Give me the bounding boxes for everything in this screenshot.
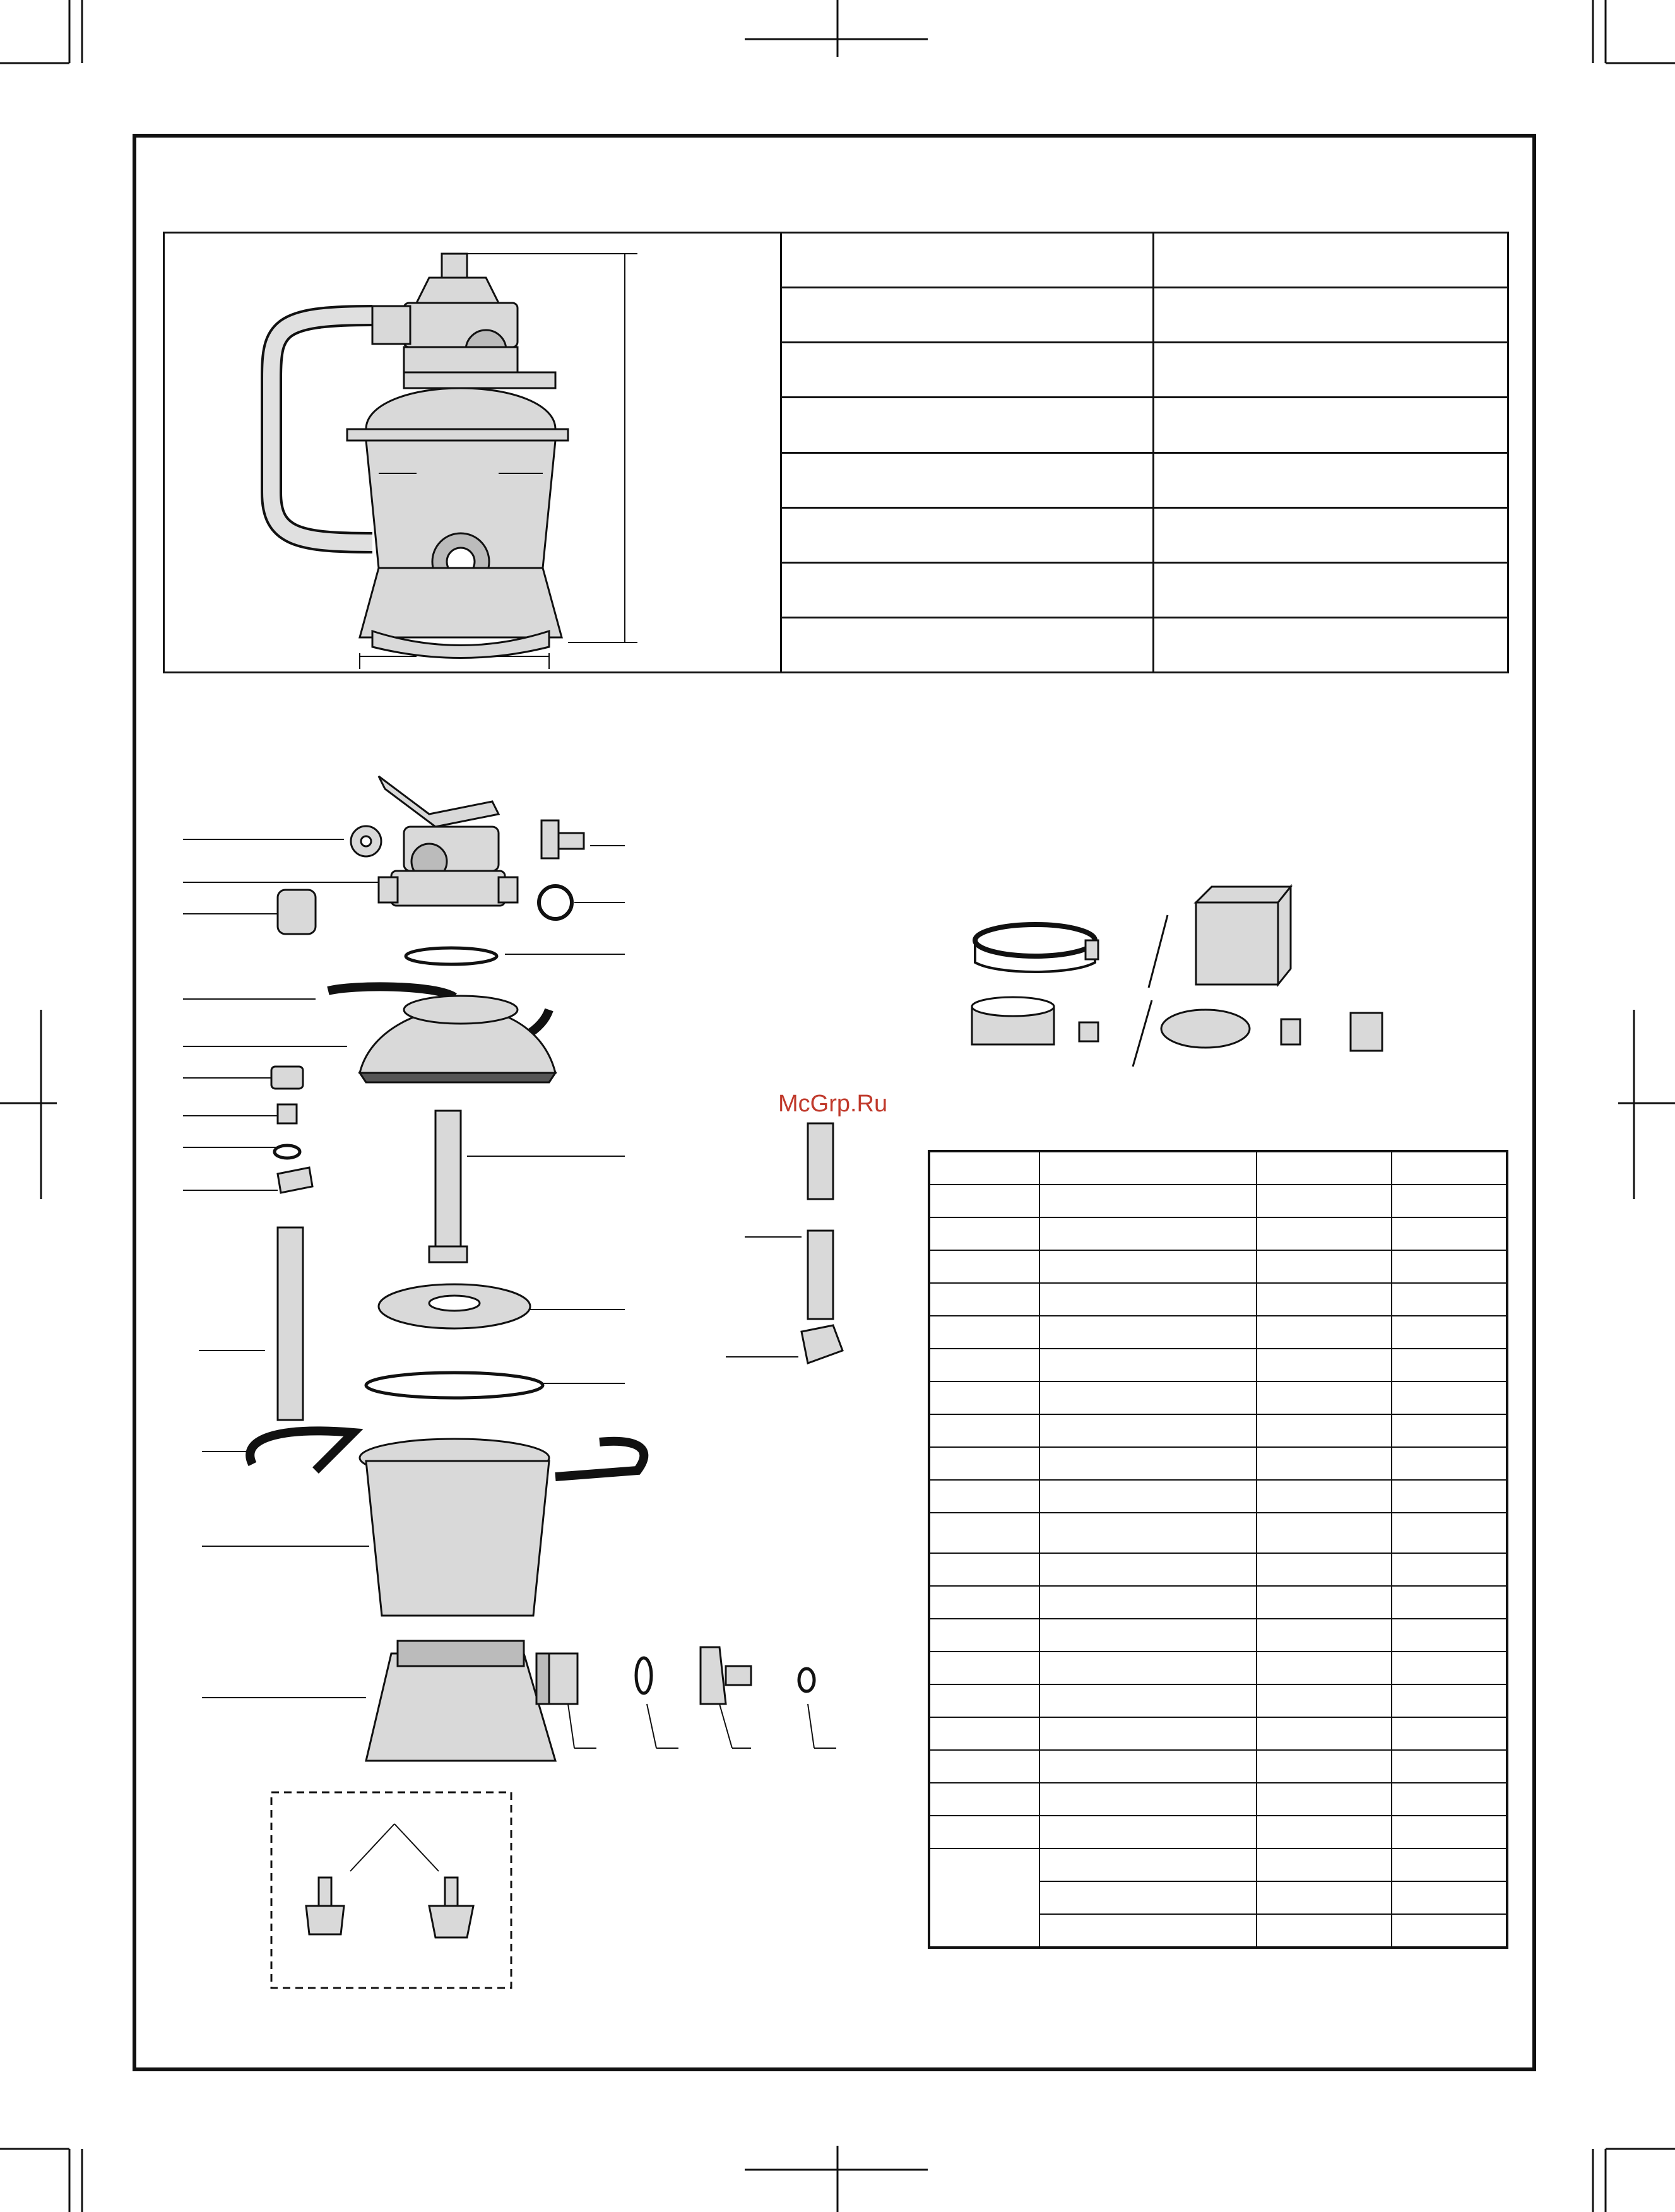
table-row (929, 1480, 1507, 1513)
table-row (929, 1783, 1507, 1816)
table-row (929, 1717, 1507, 1750)
table-row (929, 1652, 1507, 1684)
table-row (929, 1151, 1507, 1185)
table-row (929, 1684, 1507, 1717)
table-row (929, 1513, 1507, 1553)
table-row (929, 1250, 1507, 1283)
table-row (929, 1619, 1507, 1652)
table-row (929, 1283, 1507, 1316)
table-row (929, 1848, 1507, 1881)
table-row (929, 1553, 1507, 1586)
table-row (929, 1217, 1507, 1250)
table-row (929, 1381, 1507, 1414)
table-row (929, 1414, 1507, 1447)
table-row (929, 1185, 1507, 1217)
parts-list-table (928, 1150, 1508, 1949)
table-row (929, 1349, 1507, 1381)
table-row (929, 1316, 1507, 1349)
table-row (929, 1447, 1507, 1480)
table-row (929, 1750, 1507, 1783)
watermark: McGrp.Ru (778, 1091, 888, 1117)
table-row (929, 1586, 1507, 1619)
table-row (929, 1816, 1507, 1848)
